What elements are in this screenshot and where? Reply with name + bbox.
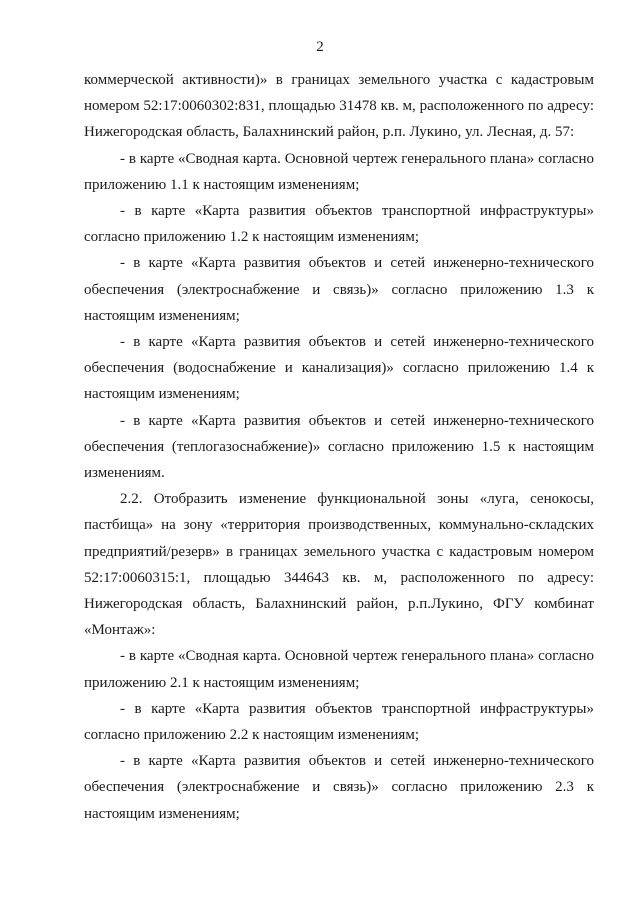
list-item-map-1-5: - в карте «Карта развития объектов и сетей инженерно-технического обеспечения (теплогазоснабжение)» согласно приложению 1.5 к настоящим изменениям. <box>84 412 594 482</box>
list-item-map-2-1: - в карте «Сводная карта. Основной чертеж генерального плана» согласно приложению 2.1 к настоящим изменениям; <box>84 648 594 691</box>
list-item-map-1-4: - в карте «Карта развития объектов и сетей инженерно-технического обеспечения (водоснабжение и канализация)» согласно приложению 1.4 к настоящим изменениям; <box>84 334 594 403</box>
list-item-map-1-2: - в карте «Карта развития объектов транспортной инфраструктуры» согласно приложению 1.2 к настоящим изменениям; <box>84 203 594 246</box>
paragraph-continuation: коммерческой активности)» в границах земельного участка с кадастровым номером 52:17:0060302:831, площадью 31478 кв. м, расположенного по адресу: Нижегородская область, Балахнинский район, р.п. Лукино, ул. Лесная, д. 57: <box>84 72 594 141</box>
list-item-map-1-1: - в карте «Сводная карта. Основной чертеж генерального плана» согласно приложению 1.1 к настоящим изменениям; <box>84 150 594 193</box>
page-number: 2 <box>316 39 324 55</box>
document-body <box>84 67 594 827</box>
paragraph-section-2-2: 2.2. Отобразить изменение функциональной зоны «луга, сенокосы, пастбища» на зону «территория производственных, коммунально-складских предприятий/резерв» в границах земельного участка с кадастровым номером 52:17:0060315:1, площадью 344643 кв. м, расположенного по адресу: Нижегородская область, Балахнинский район, р.п.Лукино, ФГУ комбинат «Монтаж»: <box>84 491 594 639</box>
list-item-map-2-3: - в карте «Карта развития объектов и сетей инженерно-технического обеспечения (электроснабжение и связь)» согласно приложению 2.3 к настоящим изменениям; <box>84 753 594 822</box>
list-item-map-1-3: - в карте «Карта развития объектов и сетей инженерно-технического обеспечения (электроснабжение и связь)» согласно приложению 1.3 к настоящим изменениям; <box>84 255 594 324</box>
list-item-map-2-2: - в карте «Карта развития объектов транспортной инфраструктуры» согласно приложению 2.2 к настоящим изменениям; <box>84 700 594 744</box>
